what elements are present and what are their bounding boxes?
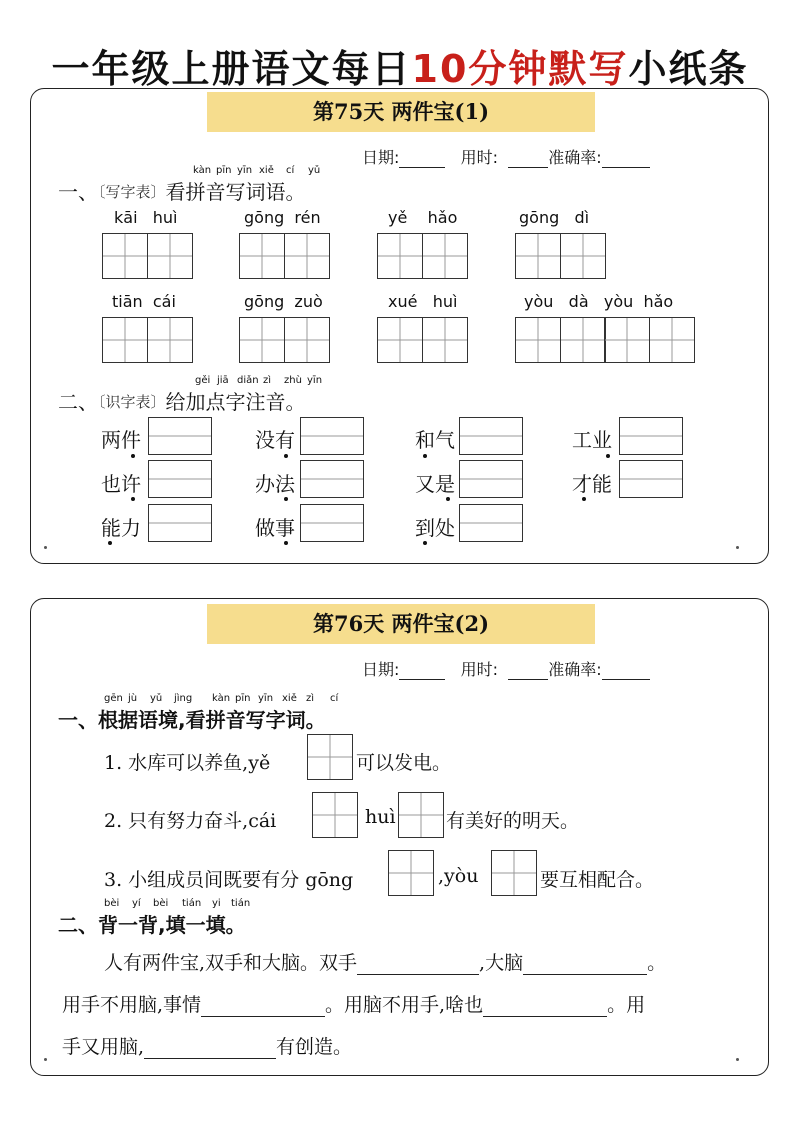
corner-dot xyxy=(44,1058,47,1061)
answer-box[interactable] xyxy=(300,460,364,498)
title-prefix: 一年级上册语文每日 xyxy=(51,47,412,91)
word-pinyin: yòu dà yòu hǎo xyxy=(524,292,674,311)
page-title xyxy=(0,38,800,93)
pinyin: pīn xyxy=(216,165,232,176)
phrase: 又是 xyxy=(415,472,455,496)
accuracy-label: 准确率: xyxy=(548,660,602,679)
date-blank[interactable] xyxy=(399,149,445,168)
pinyin: xiě xyxy=(259,165,274,176)
pinyin: tián xyxy=(182,898,202,909)
time-blank[interactable] xyxy=(508,149,548,168)
day76-banner: 第76天 两件宝(2) xyxy=(207,604,595,644)
phrase: 两件 xyxy=(101,428,141,452)
answer-grid[interactable] xyxy=(491,850,536,896)
pinyin: kàn xyxy=(193,165,212,176)
title-highlight: 10分钟默写 xyxy=(411,47,629,91)
poem-line-3 xyxy=(62,1032,352,1059)
time-label: 用时: xyxy=(460,660,499,679)
emphasis-dot xyxy=(606,454,610,458)
section-text: 看拼音写词语。 xyxy=(165,180,306,204)
answer-grid[interactable] xyxy=(515,317,693,363)
phrase: 工业 xyxy=(572,428,612,452)
pinyin: tián xyxy=(231,898,251,909)
corner-dot xyxy=(736,546,739,549)
poem-text: 。用 xyxy=(607,994,646,1016)
answer-box[interactable] xyxy=(148,504,212,542)
pinyin: yǔ xyxy=(308,165,321,176)
section-tag: 〔写字表〕 xyxy=(98,183,166,201)
emphasis-dot xyxy=(423,541,427,545)
title-suffix: 小纸条 xyxy=(628,47,749,91)
word-pinyin: yě hǎo xyxy=(388,208,458,227)
pinyin: jù xyxy=(128,693,138,704)
fill-blank[interactable] xyxy=(523,954,647,975)
section-text: 给加点字注音。 xyxy=(165,390,306,414)
word-pinyin: gōng zuò xyxy=(244,292,323,311)
date-label: 日期: xyxy=(362,148,400,167)
pinyin: yīn xyxy=(307,375,323,386)
pinyin: pīn xyxy=(235,693,251,704)
answer-grid[interactable] xyxy=(239,317,328,363)
fill-blank[interactable] xyxy=(357,954,479,975)
answer-box[interactable] xyxy=(459,460,523,498)
poem-text: ,大脑 xyxy=(479,952,524,974)
poem-text: 有创造。 xyxy=(276,1036,353,1058)
pinyin: bèi xyxy=(104,898,120,909)
phrase: 也许 xyxy=(101,472,141,496)
pinyin: kàn xyxy=(212,693,231,704)
answer-grid[interactable] xyxy=(102,317,191,363)
day76-meta xyxy=(362,657,650,680)
emphasis-dot xyxy=(423,454,427,458)
answer-grid[interactable] xyxy=(312,792,357,838)
answer-grid[interactable] xyxy=(102,233,191,279)
phrase: 做事 xyxy=(255,516,295,540)
section-number: 一、 xyxy=(58,180,98,204)
date-blank[interactable] xyxy=(399,661,445,680)
time-label: 用时: xyxy=(460,148,499,167)
emphasis-dot xyxy=(284,454,288,458)
pinyin: yǔ xyxy=(150,693,163,704)
phrase: 办法 xyxy=(255,472,295,496)
answer-box[interactable] xyxy=(619,460,683,498)
question-1-text-end: 可以发电。 xyxy=(356,752,452,774)
poem-text: 。用脑不用手,啥也 xyxy=(325,994,484,1016)
answer-grid[interactable] xyxy=(307,734,352,780)
question-3-pinyin: ,yòu xyxy=(438,865,479,887)
pinyin: yīn xyxy=(237,165,253,176)
question-2-text: 2. 只有努力奋斗,cái xyxy=(104,810,277,832)
pinyin: yīn xyxy=(258,693,274,704)
section-tag: 〔识字表〕 xyxy=(98,393,166,411)
answer-box[interactable] xyxy=(300,417,364,455)
pinyin: zhù xyxy=(284,375,302,386)
pinyin: diǎn xyxy=(237,375,259,386)
pinyin: zì xyxy=(263,375,272,386)
accuracy-blank[interactable] xyxy=(602,661,650,680)
day76-sec1-heading: 一、根据语境,看拼音写字词。 xyxy=(58,708,326,732)
word-pinyin: xué huì xyxy=(388,292,458,311)
section-number: 二、 xyxy=(58,390,98,414)
answer-grid[interactable] xyxy=(239,233,328,279)
poem-line-2 xyxy=(62,990,645,1017)
pinyin: yi xyxy=(212,898,221,909)
day75-meta xyxy=(362,145,650,168)
answer-box[interactable] xyxy=(459,417,523,455)
question-2-pinyin: huì xyxy=(365,806,396,828)
pinyin: gēn xyxy=(104,693,123,704)
fill-blank[interactable] xyxy=(144,1038,276,1059)
question-2-text-end: 有美好的明天。 xyxy=(446,810,580,832)
emphasis-dot xyxy=(108,541,112,545)
day76-sec2-heading: 二、背一背,填一填。 xyxy=(58,913,246,937)
question-1-text: 1. 水库可以养鱼,yě xyxy=(104,752,271,774)
answer-box[interactable] xyxy=(619,417,683,455)
answer-box[interactable] xyxy=(459,504,523,542)
day75-banner: 第75天 两件宝(1) xyxy=(207,92,595,132)
accuracy-blank[interactable] xyxy=(602,149,650,168)
phrase: 到处 xyxy=(415,516,455,540)
phrase: 和气 xyxy=(415,428,455,452)
poem-line-1 xyxy=(104,948,666,975)
answer-grid[interactable] xyxy=(377,233,466,279)
day75-sec1-heading xyxy=(58,176,306,205)
poem-text: 人有两件宝,双手和大脑。双手 xyxy=(104,952,358,974)
pinyin: yí xyxy=(132,898,141,909)
word-pinyin: gōng dì xyxy=(519,208,590,227)
poem-text: 。 xyxy=(647,952,667,974)
accuracy-label: 准确率: xyxy=(548,148,602,167)
phrase: 没有 xyxy=(255,428,295,452)
emphasis-dot xyxy=(284,541,288,545)
emphasis-dot xyxy=(131,454,135,458)
pinyin: cí xyxy=(330,693,339,704)
answer-box[interactable] xyxy=(148,417,212,455)
answer-grid[interactable] xyxy=(388,850,433,896)
pinyin: bèi xyxy=(153,898,169,909)
answer-box[interactable] xyxy=(300,504,364,542)
date-label: 日期: xyxy=(362,660,400,679)
pinyin: cí xyxy=(286,165,295,176)
word-pinyin: kāi huì xyxy=(114,208,178,227)
pinyin: jiā xyxy=(217,375,229,386)
corner-dot xyxy=(44,546,47,549)
emphasis-dot xyxy=(284,497,288,501)
emphasis-dot xyxy=(131,497,135,501)
answer-grid[interactable] xyxy=(515,233,604,279)
emphasis-dot xyxy=(582,497,586,501)
fill-blank[interactable] xyxy=(201,996,325,1017)
question-3-text-end: 要互相配合。 xyxy=(540,869,655,891)
pinyin: gěi xyxy=(195,375,211,386)
answer-grid[interactable] xyxy=(398,792,443,838)
time-blank[interactable] xyxy=(508,661,548,680)
pinyin: zì xyxy=(306,693,315,704)
day75-sec2-heading xyxy=(58,386,306,415)
phrase: 能力 xyxy=(101,516,141,540)
word-pinyin: gōng rén xyxy=(244,208,321,227)
question-3-text: 3. 小组成员间既要有分 gōng xyxy=(104,869,354,891)
poem-text: 用手不用脑,事情 xyxy=(62,994,202,1016)
corner-dot xyxy=(736,1058,739,1061)
phrase: 才能 xyxy=(572,472,612,496)
emphasis-dot xyxy=(446,497,450,501)
word-pinyin: tiān cái xyxy=(112,292,176,311)
answer-grid[interactable] xyxy=(377,317,466,363)
pinyin: xiě xyxy=(282,693,297,704)
answer-box[interactable] xyxy=(148,460,212,498)
pinyin: jìng xyxy=(174,693,193,704)
poem-text: 手又用脑, xyxy=(62,1036,145,1058)
fill-blank[interactable] xyxy=(483,996,607,1017)
